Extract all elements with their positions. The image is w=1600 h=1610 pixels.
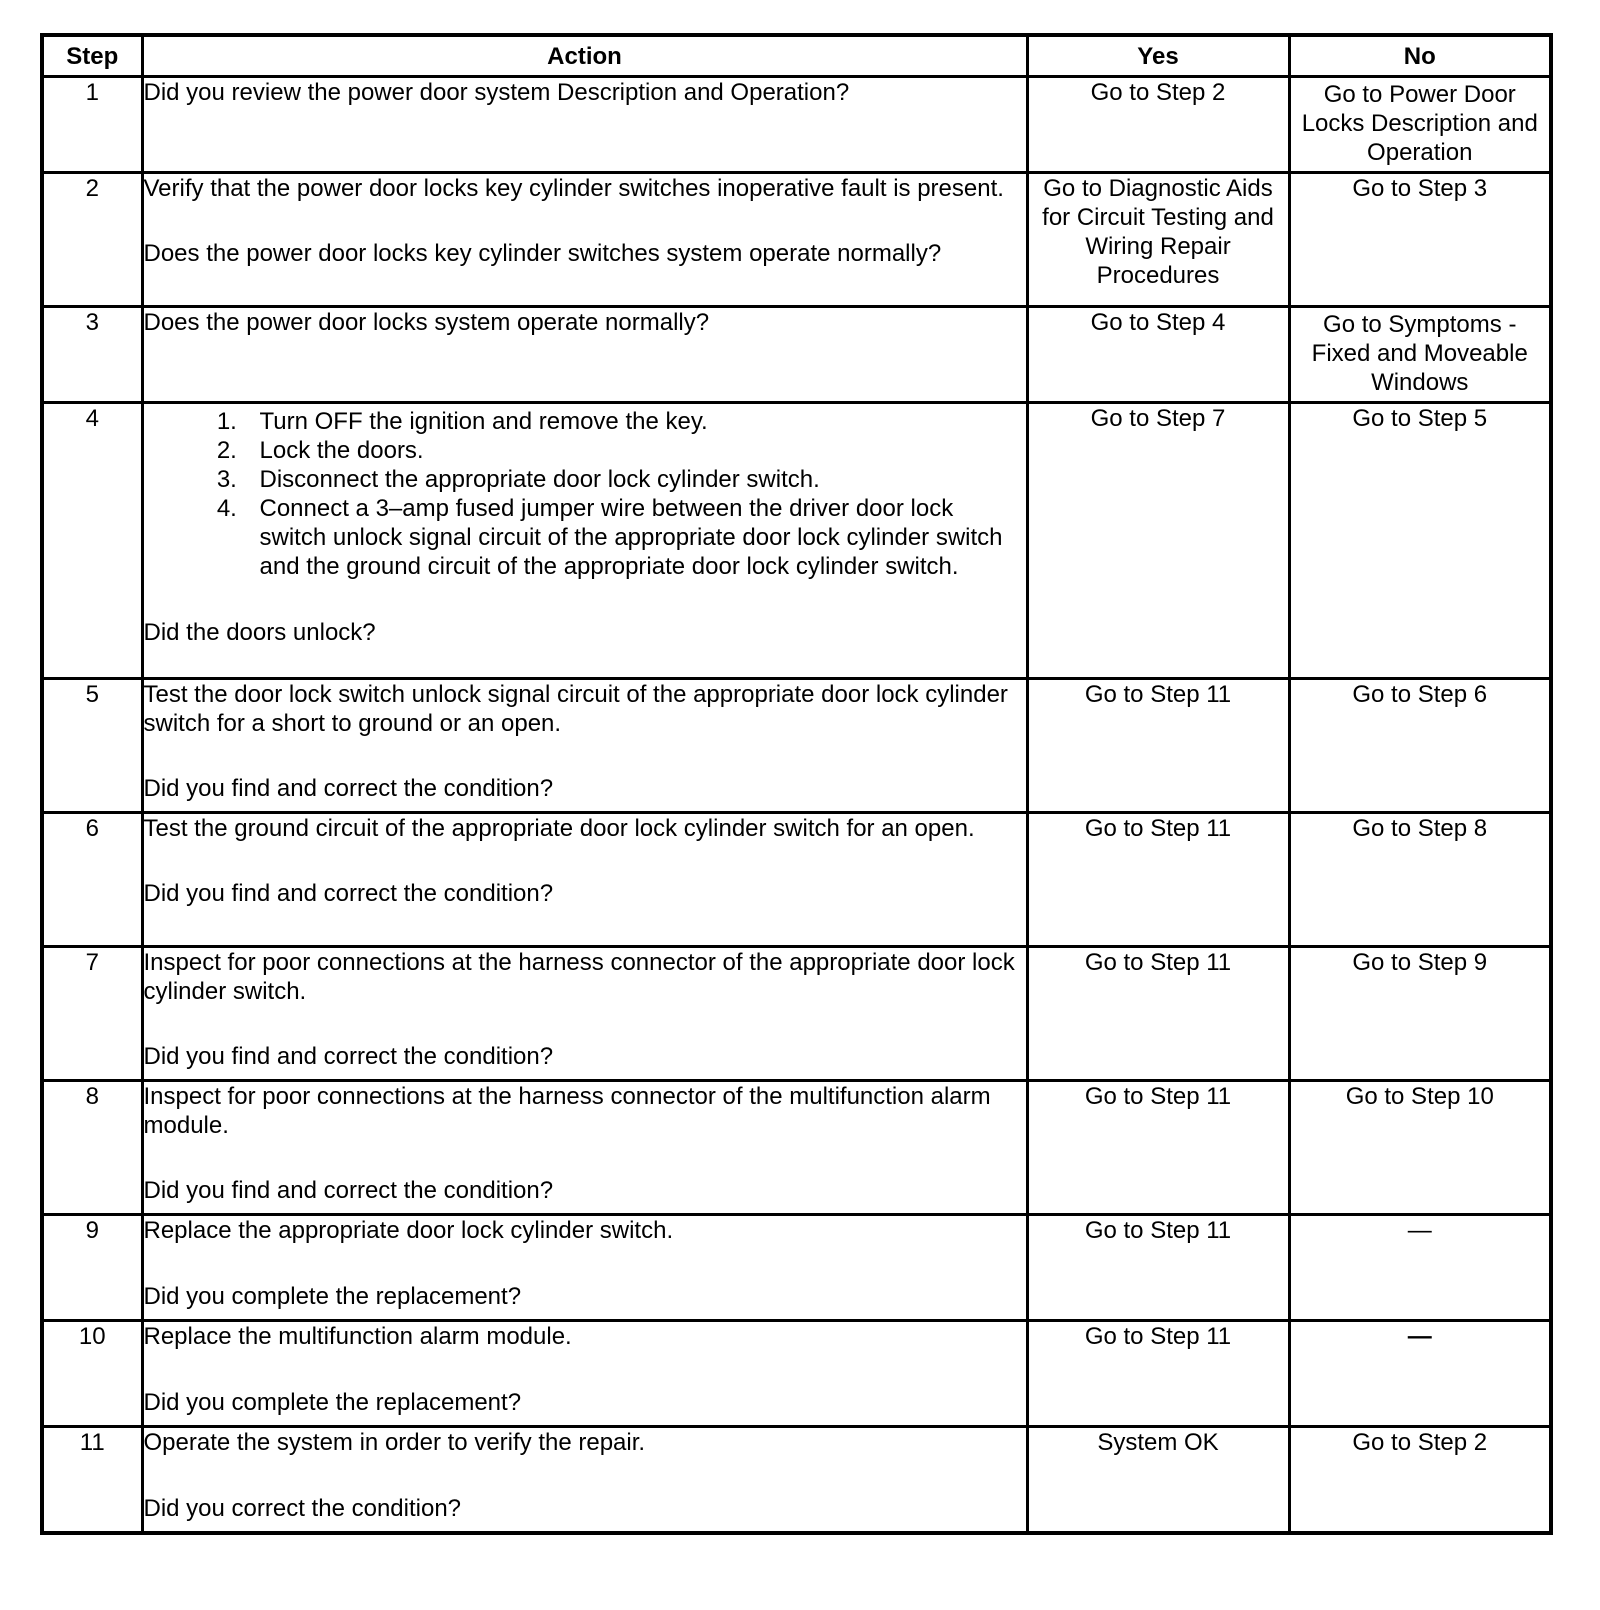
action-question: Did you find and correct the condition?	[143, 1177, 554, 1204]
substep-item: 2. Lock the doors.	[244, 436, 1026, 465]
yes-cell: Go to Step 7	[1027, 403, 1289, 679]
no-cell: Go to Step 10	[1289, 1081, 1551, 1215]
no-cell: Go to Step 3	[1289, 173, 1551, 307]
yes-cell: System OK	[1027, 1427, 1289, 1533]
step-number: 9	[42, 1215, 142, 1321]
yes-cell: Go to Step 11	[1027, 1081, 1289, 1215]
header-action: Action	[142, 35, 1027, 77]
step-number: 3	[42, 307, 142, 403]
action-prompt: Verify that the power door locks key cylinder switches inoperative fault is present.	[143, 175, 1004, 202]
header-yes: Yes	[1027, 35, 1289, 77]
action-cell	[142, 403, 1027, 679]
no-cell: Go to Symptoms - Fixed and Moveable Windows	[1289, 307, 1551, 403]
table-row	[42, 307, 1551, 403]
no-dash: —	[1407, 1323, 1432, 1350]
table-row	[42, 1081, 1551, 1215]
action-prompt: Operate the system in order to verify the repair.	[143, 1429, 646, 1456]
action-prompt: Test the door lock switch unlock signal circuit of the appropriate door lock cylinder switch for a short to ground or an open.	[143, 681, 1015, 737]
action-cell	[142, 1427, 1027, 1533]
step-number: 11	[42, 1427, 142, 1533]
action-cell	[142, 1215, 1027, 1321]
action-question: Does the power door locks key cylinder switches system operate normally?	[143, 240, 942, 267]
action-cell	[142, 947, 1027, 1081]
no-cell: Go to Power Door Locks Description and Operation	[1289, 77, 1551, 173]
yes-cell: Go to Step 11	[1027, 813, 1289, 947]
header-no: No	[1289, 35, 1551, 77]
table-row	[42, 403, 1551, 679]
action-prompt: Replace the multifunction alarm module.	[143, 1323, 572, 1350]
no-cell: Go to Step 8	[1289, 813, 1551, 947]
table-row	[42, 1321, 1551, 1427]
substep-item: 1. Turn OFF the ignition and remove the key.	[244, 407, 1026, 436]
action-question: Did you find and correct the condition?	[143, 775, 554, 802]
step-number: 2	[42, 173, 142, 307]
action-prompt: Replace the appropriate door lock cylinder switch.	[143, 1217, 674, 1244]
action-question: Did you correct the condition?	[143, 1495, 462, 1522]
action-cell	[142, 307, 1027, 403]
action-question: Did you find and correct the condition?	[143, 880, 554, 907]
table-row	[42, 1215, 1551, 1321]
action-cell	[142, 173, 1027, 307]
action-question: Did the doors unlock?	[143, 619, 376, 646]
diagnostic-table	[40, 33, 1553, 1535]
no-cell	[1289, 1321, 1551, 1427]
table-row	[42, 1427, 1551, 1533]
header-row	[42, 35, 1551, 77]
action-cell	[142, 679, 1027, 813]
no-cell	[1289, 1215, 1551, 1321]
yes-cell: Go to Step 11	[1027, 679, 1289, 813]
yes-cell: Go to Step 11	[1027, 1215, 1289, 1321]
action-question: Did you find and correct the condition?	[143, 1043, 554, 1070]
action-prompt: Does the power door locks system operate normally?	[143, 309, 710, 336]
action-prompt: Inspect for poor connections at the harness connector of the appropriate door lock cylinder switch.	[143, 949, 1022, 1005]
step-number: 1	[42, 77, 142, 173]
step-number: 7	[42, 947, 142, 1081]
action-prompt: Inspect for poor connections at the harness connector of the multifunction alarm module.	[143, 1083, 998, 1139]
step-number: 6	[42, 813, 142, 947]
no-cell: Go to Step 9	[1289, 947, 1551, 1081]
step-number: 5	[42, 679, 142, 813]
no-cell: Go to Step 2	[1289, 1427, 1551, 1533]
no-dash: —	[1407, 1217, 1432, 1244]
substep-item: 4. Connect a 3–amp fused jumper wire between the driver door lock switch unlock signal circuit of the appropriate door lock cylinder switch and the ground circuit of the appropriate door lock cylinder switch.	[244, 494, 1026, 581]
yes-cell: Go to Step 2	[1027, 77, 1289, 173]
yes-cell: Go to Diagnostic Aids for Circuit Testing and Wiring Repair Procedures	[1027, 173, 1289, 307]
yes-cell: Go to Step 11	[1027, 1321, 1289, 1427]
table-row	[42, 77, 1551, 173]
step-number: 10	[42, 1321, 142, 1427]
step-number: 4	[42, 403, 142, 679]
step-number: 8	[42, 1081, 142, 1215]
substep-list	[144, 407, 1026, 581]
no-cell: Go to Step 6	[1289, 679, 1551, 813]
table-row	[42, 173, 1551, 307]
header-step: Step	[42, 35, 142, 77]
action-cell	[142, 1321, 1027, 1427]
no-cell: Go to Step 5	[1289, 403, 1551, 679]
substep-item: 3. Disconnect the appropriate door lock cylinder switch.	[244, 465, 1026, 494]
action-question: Did you complete the replacement?	[143, 1389, 522, 1416]
action-cell	[142, 77, 1027, 173]
yes-cell: Go to Step 11	[1027, 947, 1289, 1081]
yes-cell: Go to Step 4	[1027, 307, 1289, 403]
table-row	[42, 679, 1551, 813]
action-cell	[142, 813, 1027, 947]
action-prompt: Did you review the power door system Description and Operation?	[143, 79, 850, 106]
action-cell	[142, 1081, 1027, 1215]
action-question: Did you complete the replacement?	[143, 1283, 522, 1310]
table-row	[42, 813, 1551, 947]
action-prompt: Test the ground circuit of the appropriate door lock cylinder switch for an open.	[143, 815, 975, 842]
table-row	[42, 947, 1551, 1081]
